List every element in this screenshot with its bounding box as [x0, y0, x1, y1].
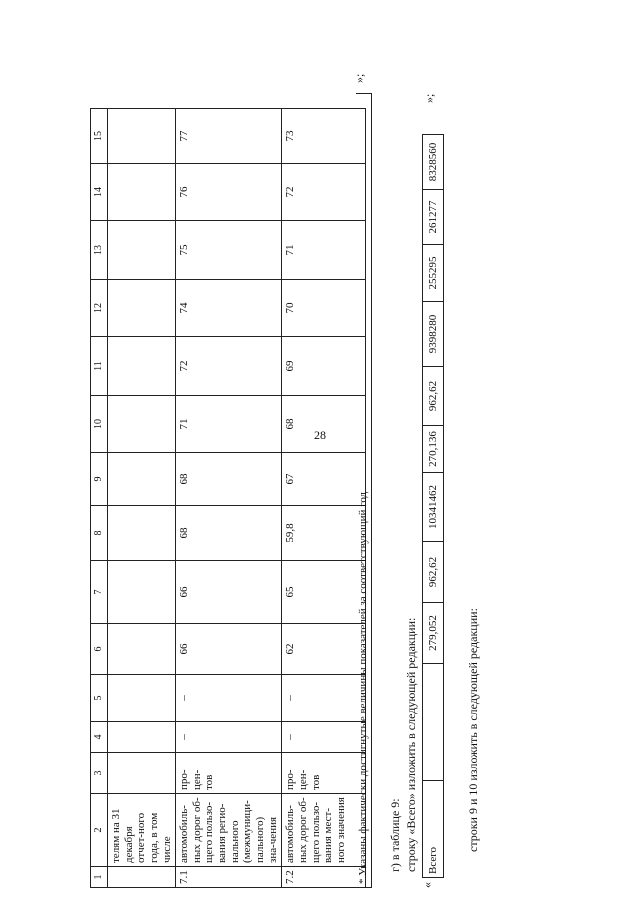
value-cell: 74: [176, 280, 282, 337]
opening-quote: «: [420, 882, 434, 888]
value-cell: 68: [176, 453, 282, 506]
value-cell: 66: [176, 561, 282, 624]
value-cell: –: [176, 722, 282, 753]
table-cell: [108, 506, 176, 561]
total-value-cell: 10341462: [423, 473, 444, 542]
closing-quote: »;: [422, 93, 436, 103]
table-cell: [108, 675, 176, 722]
value-cell: 72: [176, 337, 282, 396]
header-cell: 12: [91, 280, 108, 337]
total-value-cell: 261277: [423, 190, 444, 245]
table-row-7-1: [176, 109, 282, 888]
total-label-cell: Всего: [423, 781, 444, 878]
total-value-cell: 962,62: [423, 367, 444, 426]
header-cell: 10: [91, 396, 108, 453]
table-cell: [108, 561, 176, 624]
total-value-cell: 255295: [423, 245, 444, 302]
row-name-cell: автомобиль-ных дорог об-щего пользо-вания мест-ного значения: [282, 794, 366, 867]
table-cell: [108, 337, 176, 396]
row-name-cell: автомобиль-ных дорог об-щего пользо-вания регио-нального (межмуници-пального) зна-чения: [176, 794, 282, 867]
header-cell: 1: [91, 867, 108, 888]
total-row-table: [422, 134, 444, 878]
value-cell: 67: [282, 453, 366, 506]
value-cell: 71: [282, 221, 366, 280]
value-cell: 59,8: [282, 506, 366, 561]
value-cell: 71: [176, 396, 282, 453]
header-cell: 11: [91, 337, 108, 396]
page-number: 28: [314, 428, 326, 442]
value-cell: 76: [176, 164, 282, 221]
value-cell: 68: [282, 396, 366, 453]
table-footnote: * Указаны фактически достигнутые величины показателей за соответствующий год: [356, 93, 372, 888]
header-cell: 14: [91, 164, 108, 221]
closing-quote: »;: [352, 73, 366, 83]
table-row-continuation: [108, 109, 176, 888]
total-value-cell: 8328560: [423, 135, 444, 190]
table-cell: [108, 867, 176, 888]
header-cell: 3: [91, 753, 108, 794]
header-cell: 7: [91, 561, 108, 624]
value-cell: 73: [282, 109, 366, 164]
header-cell: 9: [91, 453, 108, 506]
rows-instruction: строки 9 и 10 изложить в следующей редакции:: [466, 608, 480, 852]
value-cell: 69: [282, 337, 366, 396]
header-cell: 6: [91, 624, 108, 675]
table-cell: [108, 396, 176, 453]
value-cell: 66: [176, 624, 282, 675]
table-cell: [108, 221, 176, 280]
total-row: [423, 135, 444, 878]
row-number-cell: 7.2: [282, 867, 366, 888]
value-cell: 72: [282, 164, 366, 221]
total-value-cell: [423, 664, 444, 781]
value-cell: 68: [176, 506, 282, 561]
table-header-row: [91, 109, 108, 888]
header-cell: 8: [91, 506, 108, 561]
table-cell: [108, 164, 176, 221]
header-cell: 15: [91, 109, 108, 164]
table-cell: [108, 624, 176, 675]
table-cell: [108, 753, 176, 794]
value-cell: 62: [282, 624, 366, 675]
table-row-7-2: [282, 109, 366, 888]
value-cell: 70: [282, 280, 366, 337]
value-cell: –: [176, 675, 282, 722]
rotated-page-content: [50, 48, 510, 888]
table-cell: [108, 109, 176, 164]
unit-cell: про-цен-тов: [282, 753, 366, 794]
value-cell: 77: [176, 109, 282, 164]
row-name-cell: телям на 31 декабря отчет-ного года, в том числе: [108, 794, 176, 867]
row-number-cell: 7.1: [176, 867, 282, 888]
value-cell: 65: [282, 561, 366, 624]
instruction-item-g: г) в таблице 9:: [388, 798, 402, 872]
table-cell: [108, 722, 176, 753]
header-cell: 4: [91, 722, 108, 753]
header-cell: 5: [91, 675, 108, 722]
unit-cell: про-цен-тов: [176, 753, 282, 794]
total-value-cell: 9398280: [423, 302, 444, 367]
indicators-table: [90, 108, 366, 888]
value-cell: 75: [176, 221, 282, 280]
instruction-total-line: строку «Всего» изложить в следующей редакции:: [404, 617, 418, 872]
table-cell: [108, 280, 176, 337]
value-cell: –: [282, 675, 366, 722]
total-value-cell: 279,052: [423, 603, 444, 664]
total-value-cell: 962,62: [423, 542, 444, 603]
header-cell: 13: [91, 221, 108, 280]
value-cell: –: [282, 722, 366, 753]
total-value-cell: 270,136: [423, 426, 444, 473]
table-cell: [108, 453, 176, 506]
header-cell: 2: [91, 794, 108, 867]
